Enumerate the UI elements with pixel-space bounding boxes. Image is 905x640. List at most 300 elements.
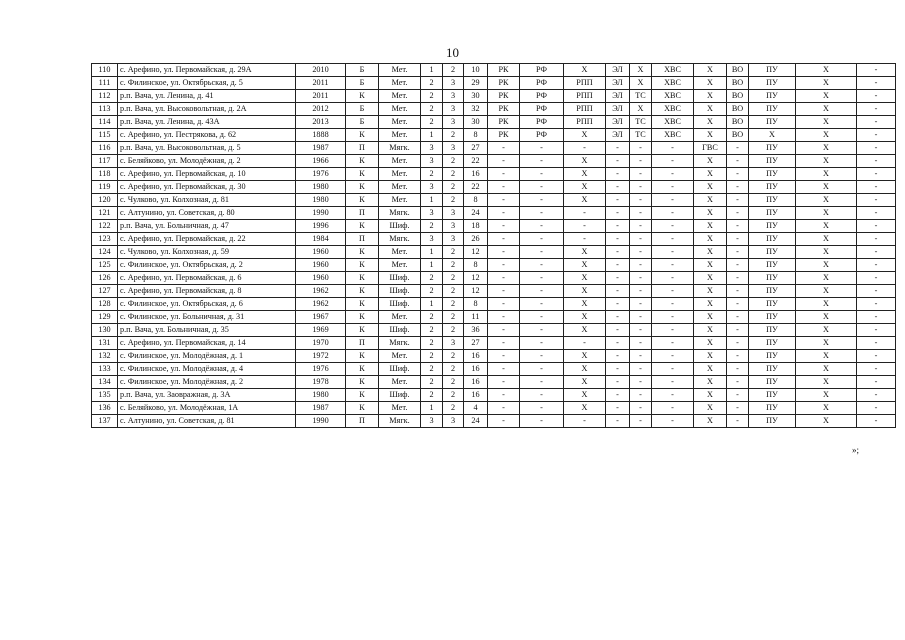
table-cell: - — [857, 285, 896, 298]
table-cell: - — [857, 64, 896, 77]
table-cell: 2 — [421, 77, 443, 90]
table-cell: Шиф. — [379, 324, 421, 337]
table-cell: - — [520, 402, 564, 415]
table-row — [92, 233, 896, 246]
table-cell: - — [606, 181, 630, 194]
table-cell: - — [488, 376, 520, 389]
table-cell: 1980 — [296, 181, 346, 194]
table-cell: ПУ — [749, 64, 796, 77]
table-cell: - — [857, 389, 896, 402]
table-cell: - — [488, 142, 520, 155]
table-cell: 1962 — [296, 298, 346, 311]
table-cell: - — [606, 415, 630, 428]
table-cell: Мягк. — [379, 142, 421, 155]
table-cell: 2 — [443, 155, 464, 168]
table-cell: ЭЛ — [606, 103, 630, 116]
table-cell: 2 — [443, 285, 464, 298]
table-cell: 3 — [443, 220, 464, 233]
row-number-cell: 114 — [92, 116, 118, 129]
table-cell: - — [488, 363, 520, 376]
table-cell: К — [346, 285, 379, 298]
table-cell: - — [520, 415, 564, 428]
table-cell: Х — [796, 207, 857, 220]
table-cell: Х — [796, 168, 857, 181]
table-cell: - — [857, 337, 896, 350]
table-cell: 2012 — [296, 103, 346, 116]
table-cell: - — [488, 181, 520, 194]
table-cell: 1976 — [296, 168, 346, 181]
table-cell: Х — [796, 376, 857, 389]
table-cell: - — [857, 90, 896, 103]
table-cell: К — [346, 402, 379, 415]
table-cell: - — [857, 259, 896, 272]
table-cell: - — [630, 181, 652, 194]
table-cell: 1966 — [296, 155, 346, 168]
table-cell: - — [857, 142, 896, 155]
table-cell: ПУ — [749, 116, 796, 129]
address-cell: с. Арефино, ул. Первомайская, д. 14 — [118, 337, 296, 350]
table-cell: Х — [796, 194, 857, 207]
address-cell: с. Чулково, ул. Колхозная, д. 81 — [118, 194, 296, 207]
table-cell: К — [346, 194, 379, 207]
table-cell: - — [727, 324, 749, 337]
table-cell: Х — [694, 324, 727, 337]
table-cell: 8 — [464, 129, 488, 142]
row-number-cell: 111 — [92, 77, 118, 90]
table-cell: - — [520, 194, 564, 207]
address-cell: с. Арефино, ул. Первомайская, д. 29А — [118, 64, 296, 77]
table-cell: П — [346, 415, 379, 428]
table-cell: ЭЛ — [606, 77, 630, 90]
table-cell: Мягк. — [379, 233, 421, 246]
table-cell: 3 — [443, 77, 464, 90]
table-cell: Х — [694, 220, 727, 233]
table-cell: - — [630, 376, 652, 389]
table-row — [92, 155, 896, 168]
table-cell: - — [857, 116, 896, 129]
table-cell: - — [857, 246, 896, 259]
table-cell: Мет. — [379, 246, 421, 259]
table-cell: Х — [796, 220, 857, 233]
table-cell: - — [727, 376, 749, 389]
table-cell: - — [520, 233, 564, 246]
table-row — [92, 311, 896, 324]
table-cell: 2 — [421, 337, 443, 350]
table-cell: 1969 — [296, 324, 346, 337]
table-cell: Х — [694, 259, 727, 272]
table-cell: Х — [694, 376, 727, 389]
table-cell: - — [857, 168, 896, 181]
table-cell: - — [630, 402, 652, 415]
table-cell: - — [630, 363, 652, 376]
table-cell: ВО — [727, 103, 749, 116]
table-cell: РФ — [520, 103, 564, 116]
table-cell: 1960 — [296, 246, 346, 259]
table-cell: 2 — [421, 285, 443, 298]
table-cell: Б — [346, 116, 379, 129]
table-cell: 2 — [421, 350, 443, 363]
table-row — [92, 415, 896, 428]
table-cell: 8 — [464, 194, 488, 207]
table-cell: - — [606, 142, 630, 155]
table-cell: 1980 — [296, 389, 346, 402]
table-cell: Х — [796, 402, 857, 415]
table-cell: ПУ — [749, 103, 796, 116]
table-cell: - — [520, 246, 564, 259]
table-cell: - — [652, 363, 694, 376]
row-number-cell: 120 — [92, 194, 118, 207]
table-cell: - — [727, 285, 749, 298]
table-cell: - — [652, 181, 694, 194]
table-cell: 10 — [464, 64, 488, 77]
table-cell: 30 — [464, 116, 488, 129]
table-cell: - — [606, 337, 630, 350]
table-cell: 30 — [464, 90, 488, 103]
table-cell: Х — [796, 64, 857, 77]
table-cell: Х — [796, 246, 857, 259]
table-cell: - — [564, 233, 606, 246]
table-cell: 2 — [421, 376, 443, 389]
table-cell: ВО — [727, 116, 749, 129]
table-cell: - — [488, 350, 520, 363]
housing-registry-table — [91, 63, 896, 428]
table-cell: 24 — [464, 415, 488, 428]
table-row — [92, 298, 896, 311]
table-row — [92, 402, 896, 415]
table-row — [92, 324, 896, 337]
table-cell: Б — [346, 77, 379, 90]
table-cell: - — [727, 363, 749, 376]
table-cell: 3 — [421, 207, 443, 220]
table-cell: 2 — [421, 90, 443, 103]
table-cell: 8 — [464, 259, 488, 272]
table-cell: - — [727, 350, 749, 363]
table-row — [92, 363, 896, 376]
table-cell: Х — [564, 272, 606, 285]
table-cell: Мет. — [379, 376, 421, 389]
table-cell: - — [857, 129, 896, 142]
table-cell: 1972 — [296, 350, 346, 363]
table-cell: К — [346, 259, 379, 272]
table-row — [92, 77, 896, 90]
table-cell: ПУ — [749, 220, 796, 233]
table-cell: ПУ — [749, 298, 796, 311]
row-number-cell: 112 — [92, 90, 118, 103]
row-number-cell: 123 — [92, 233, 118, 246]
table-cell: 3 — [443, 116, 464, 129]
table-cell: - — [652, 207, 694, 220]
table-cell: Мет. — [379, 181, 421, 194]
table-cell: - — [520, 298, 564, 311]
table-cell: ПУ — [749, 194, 796, 207]
table-cell: - — [727, 155, 749, 168]
table-cell: - — [520, 311, 564, 324]
table-cell: ПУ — [749, 77, 796, 90]
table-cell: ПУ — [749, 415, 796, 428]
table-cell: - — [652, 272, 694, 285]
table-cell: 22 — [464, 155, 488, 168]
table-cell: - — [857, 155, 896, 168]
table-cell: Х — [694, 311, 727, 324]
table-cell: ПУ — [749, 272, 796, 285]
address-cell: с. Арефино, ул. Первомайская, д. 30 — [118, 181, 296, 194]
table-cell: ВО — [727, 64, 749, 77]
table-cell: ВО — [727, 90, 749, 103]
table-cell: РК — [488, 90, 520, 103]
table-cell: 2 — [443, 129, 464, 142]
table-cell: 2010 — [296, 64, 346, 77]
table-cell: - — [727, 233, 749, 246]
table-cell: Х — [564, 350, 606, 363]
table-cell: 16 — [464, 389, 488, 402]
table-cell: 1 — [421, 298, 443, 311]
table-cell: Х — [796, 311, 857, 324]
table-cell: Х — [694, 415, 727, 428]
table-cell: 1990 — [296, 207, 346, 220]
table-cell: ТС — [630, 116, 652, 129]
table-cell: Х — [630, 77, 652, 90]
table-cell: ПУ — [749, 207, 796, 220]
table-cell: - — [630, 142, 652, 155]
table-cell: Х — [796, 350, 857, 363]
table-cell: 3 — [443, 415, 464, 428]
table-cell: - — [606, 259, 630, 272]
table-cell: Мет. — [379, 90, 421, 103]
table-cell: - — [520, 272, 564, 285]
address-cell: с. Арефино, ул. Первомайская, д. 6 — [118, 272, 296, 285]
table-cell: П — [346, 337, 379, 350]
table-cell: Х — [694, 90, 727, 103]
table-cell: - — [630, 207, 652, 220]
table-cell: - — [652, 246, 694, 259]
address-cell: р.п. Вача, ул. Больничная, д. 47 — [118, 220, 296, 233]
table-cell: 2 — [421, 311, 443, 324]
table-cell: - — [652, 259, 694, 272]
table-cell: 2 — [443, 389, 464, 402]
table-cell: 16 — [464, 376, 488, 389]
table-cell: 3 — [443, 233, 464, 246]
table-cell: 3 — [443, 142, 464, 155]
table-cell: ПУ — [749, 168, 796, 181]
table-cell: Х — [564, 376, 606, 389]
table-cell: 3 — [443, 207, 464, 220]
table-cell: Х — [564, 168, 606, 181]
table-cell: К — [346, 129, 379, 142]
address-cell: с. Беляйково, ул. Молодёжная, д. 2 — [118, 155, 296, 168]
table-cell: К — [346, 168, 379, 181]
address-cell: с. Арефино, ул. Первомайская, д. 8 — [118, 285, 296, 298]
address-cell: р.п. Вача, ул. Заовражная, д. 3А — [118, 389, 296, 402]
table-cell: К — [346, 376, 379, 389]
table-cell: ПУ — [749, 142, 796, 155]
table-cell: РФ — [520, 90, 564, 103]
table-cell: 2 — [443, 194, 464, 207]
table-cell: ПУ — [749, 324, 796, 337]
table-cell: - — [727, 168, 749, 181]
table-cell: - — [727, 194, 749, 207]
table-cell: К — [346, 363, 379, 376]
table-cell: - — [488, 207, 520, 220]
table-cell: - — [630, 337, 652, 350]
table-cell: - — [488, 194, 520, 207]
table-cell: - — [488, 324, 520, 337]
table-cell: 2 — [421, 363, 443, 376]
table-row — [92, 207, 896, 220]
table-cell: 11 — [464, 311, 488, 324]
table-cell: Шиф. — [379, 272, 421, 285]
table-cell: 1996 — [296, 220, 346, 233]
table-cell: К — [346, 246, 379, 259]
table-cell: ПУ — [749, 337, 796, 350]
table-cell: 12 — [464, 246, 488, 259]
table-cell: Х — [796, 155, 857, 168]
table-cell: Х — [694, 363, 727, 376]
table-cell: - — [488, 246, 520, 259]
table-cell: - — [606, 402, 630, 415]
table-cell: - — [857, 350, 896, 363]
table-cell: - — [606, 233, 630, 246]
table-cell: 2011 — [296, 77, 346, 90]
table-cell: - — [630, 298, 652, 311]
table-cell: 2 — [421, 324, 443, 337]
table-cell: 16 — [464, 363, 488, 376]
table-cell: П — [346, 233, 379, 246]
row-number-cell: 116 — [92, 142, 118, 155]
table-cell: ПУ — [749, 350, 796, 363]
row-number-cell: 133 — [92, 363, 118, 376]
table-cell: - — [520, 259, 564, 272]
table-cell: Х — [694, 402, 727, 415]
table-cell: ПУ — [749, 181, 796, 194]
table-cell: РПП — [564, 90, 606, 103]
table-cell: К — [346, 389, 379, 402]
table-cell: 1 — [421, 194, 443, 207]
table-cell: ХВС — [652, 77, 694, 90]
table-cell: - — [652, 194, 694, 207]
table-cell: ПУ — [749, 259, 796, 272]
table-cell: 27 — [464, 142, 488, 155]
table-row — [92, 129, 896, 142]
table-cell: - — [488, 272, 520, 285]
table-cell: - — [520, 363, 564, 376]
table-cell: - — [630, 415, 652, 428]
table-cell: РПП — [564, 103, 606, 116]
address-cell: с. Филинское, ул. Больничная, д. 31 — [118, 311, 296, 324]
table-cell: РФ — [520, 77, 564, 90]
table-cell: Мет. — [379, 311, 421, 324]
row-number-cell: 137 — [92, 415, 118, 428]
table-cell: 1 — [421, 64, 443, 77]
row-number-cell: 121 — [92, 207, 118, 220]
table-cell: - — [520, 324, 564, 337]
table-cell: П — [346, 142, 379, 155]
table-cell: ХВС — [652, 90, 694, 103]
row-number-cell: 127 — [92, 285, 118, 298]
table-cell: Х — [694, 155, 727, 168]
table-cell: П — [346, 207, 379, 220]
table-row — [92, 272, 896, 285]
table-cell: Мет. — [379, 168, 421, 181]
address-cell: с. Арефино, ул. Пестрякова, д. 62 — [118, 129, 296, 142]
table-cell: - — [606, 272, 630, 285]
table-cell: Х — [694, 337, 727, 350]
table-cell: - — [727, 259, 749, 272]
table-cell: - — [606, 168, 630, 181]
table-cell: ВО — [727, 77, 749, 90]
table-cell: 1970 — [296, 337, 346, 350]
table-cell: 1978 — [296, 376, 346, 389]
table-cell: Х — [694, 116, 727, 129]
table-cell: - — [857, 376, 896, 389]
table-cell: - — [564, 337, 606, 350]
table-cell: - — [488, 337, 520, 350]
table-cell: ПУ — [749, 90, 796, 103]
table-cell: - — [727, 207, 749, 220]
table-cell: К — [346, 220, 379, 233]
table-cell: Х — [694, 285, 727, 298]
table-cell: - — [857, 207, 896, 220]
table-cell: Х — [694, 233, 727, 246]
table-cell: Х — [796, 77, 857, 90]
row-number-cell: 135 — [92, 389, 118, 402]
table-cell: - — [727, 142, 749, 155]
address-cell: с. Арефино, ул. Первомайская, д. 10 — [118, 168, 296, 181]
table-cell: Х — [694, 272, 727, 285]
table-cell: - — [520, 142, 564, 155]
row-number-cell: 126 — [92, 272, 118, 285]
table-cell: - — [630, 272, 652, 285]
row-number-cell: 115 — [92, 129, 118, 142]
table-cell: - — [652, 220, 694, 233]
table-cell: 1987 — [296, 402, 346, 415]
table-cell: 2013 — [296, 116, 346, 129]
table-cell: - — [652, 142, 694, 155]
row-number-cell: 118 — [92, 168, 118, 181]
table-cell: 3 — [421, 142, 443, 155]
table-cell: ХВС — [652, 116, 694, 129]
table-cell: - — [727, 272, 749, 285]
table-cell: Х — [796, 181, 857, 194]
table-cell: - — [564, 207, 606, 220]
table-cell: 16 — [464, 168, 488, 181]
row-number-cell: 136 — [92, 402, 118, 415]
address-cell: с. Беляйково, ул. Молодёжная, 1А — [118, 402, 296, 415]
table-cell: Х — [564, 389, 606, 402]
table-cell: Х — [630, 103, 652, 116]
table-cell: - — [652, 168, 694, 181]
table-cell: - — [564, 142, 606, 155]
table-cell: 1 — [421, 402, 443, 415]
table-cell: 1990 — [296, 415, 346, 428]
table-cell: Х — [564, 194, 606, 207]
table-cell: 2 — [443, 168, 464, 181]
row-number-cell: 131 — [92, 337, 118, 350]
table-cell: 1962 — [296, 285, 346, 298]
table-cell: 2 — [421, 389, 443, 402]
address-cell: с. Чулково, ул. Колхозная, д. 59 — [118, 246, 296, 259]
table-cell: - — [630, 155, 652, 168]
table-cell: - — [727, 389, 749, 402]
table-cell: ТС — [630, 129, 652, 142]
table-row — [92, 142, 896, 155]
table-cell: Мет. — [379, 402, 421, 415]
row-number-cell: 122 — [92, 220, 118, 233]
row-number-cell: 125 — [92, 259, 118, 272]
table-cell: Х — [564, 311, 606, 324]
table-cell: Мет. — [379, 194, 421, 207]
table-cell: - — [520, 285, 564, 298]
table-cell: К — [346, 311, 379, 324]
